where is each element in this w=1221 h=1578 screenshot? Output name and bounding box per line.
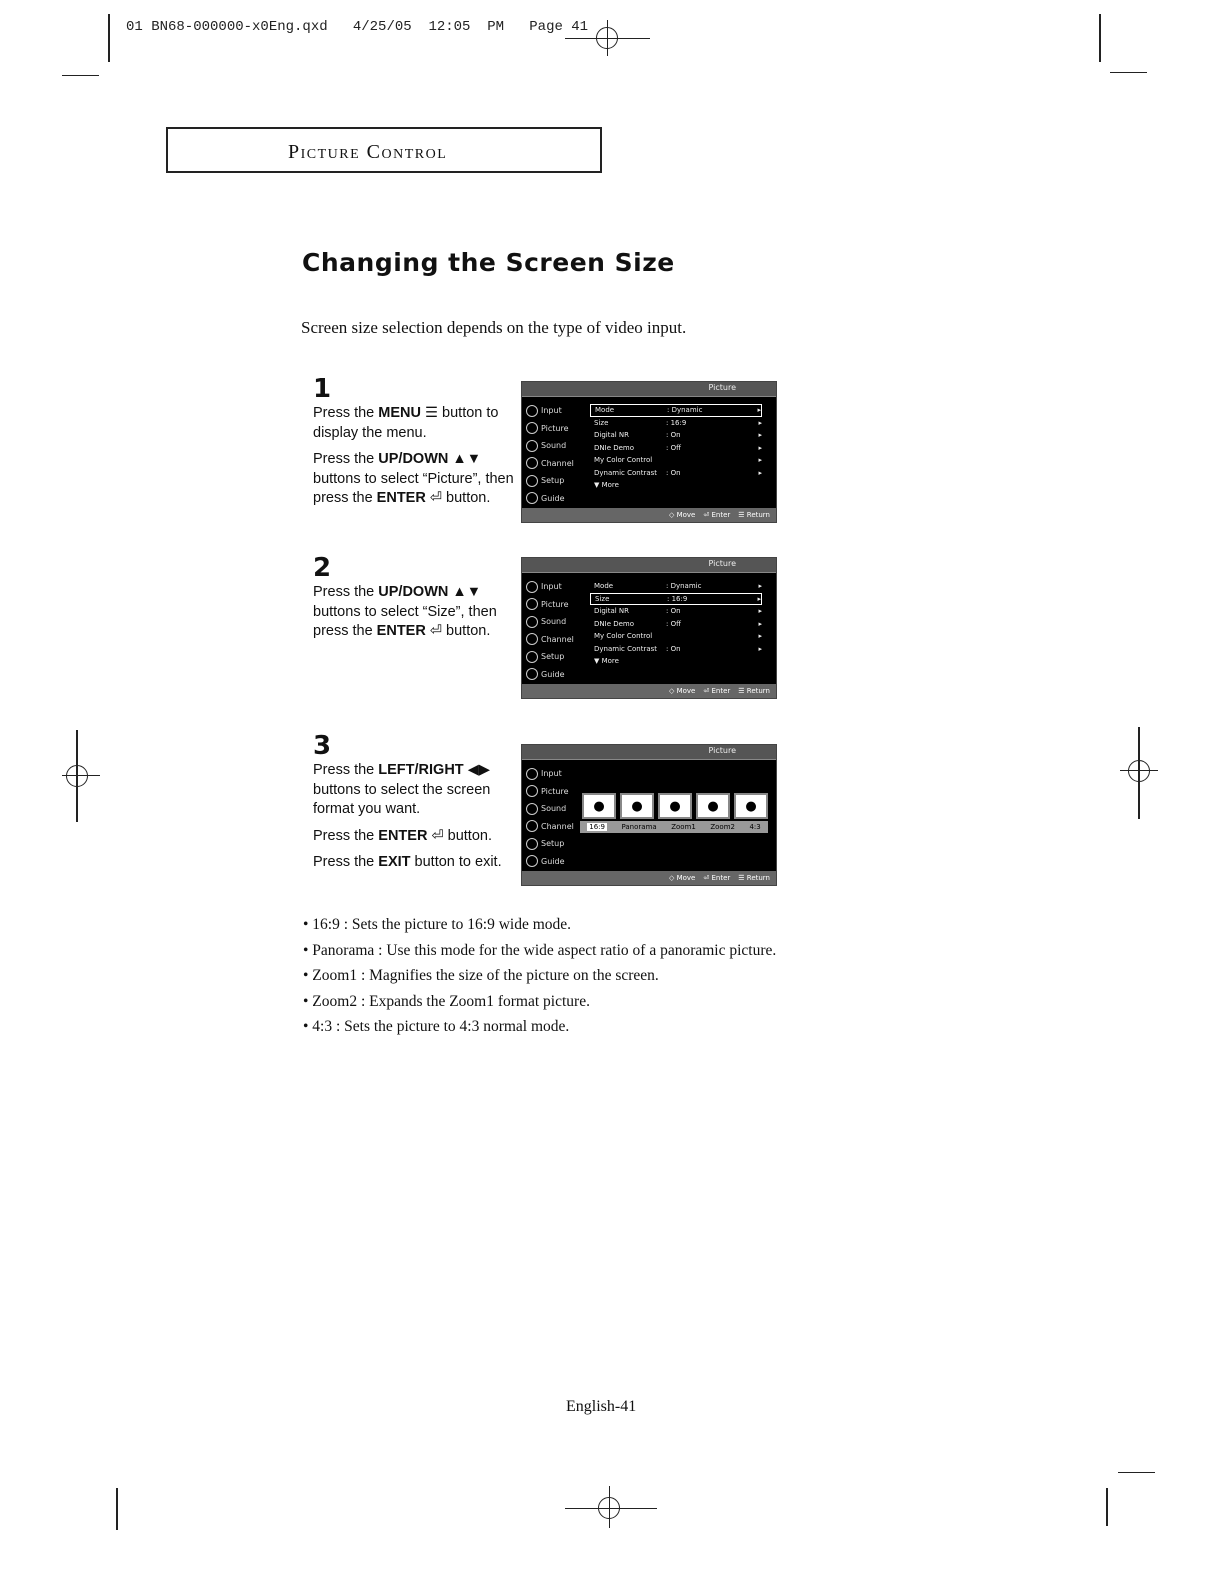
nav-icon [526, 457, 538, 469]
tv-row-arrow: ▸ [758, 619, 762, 628]
tv-menu-row [590, 454, 762, 467]
tv-row-label: Mode [595, 406, 615, 415]
tv-nav-item [526, 783, 586, 801]
instruction-paragraph [313, 583, 523, 642]
tv-nav-label: Sound [541, 617, 567, 627]
tv-row-label: ▼ More [594, 481, 619, 490]
key-name: ENTER [378, 827, 428, 844]
tv-nav-label: Input [541, 769, 562, 779]
tv-nav-list [526, 578, 586, 683]
tv-row-arrow: ▸ [758, 456, 762, 465]
tv-row-value: : On [666, 431, 681, 440]
tv-row-value: : Dynamic [666, 582, 702, 591]
tv-menu-row [590, 404, 762, 417]
tv-nav-label: Guide [541, 856, 565, 866]
nav-icon [526, 855, 538, 867]
tv-menu-row [590, 655, 762, 668]
crop-mark [108, 14, 110, 62]
tv-menu-row [590, 593, 762, 606]
key-name: UP/DOWN [378, 584, 449, 600]
nav-icon [526, 785, 538, 797]
section-header-box [166, 127, 602, 173]
list-item: • 4:3 : Sets the picture to 4:3 normal mode. [303, 1018, 570, 1035]
tv-nav-label: Setup [541, 476, 565, 486]
tv-menu-row [590, 442, 762, 455]
nav-icon [526, 768, 538, 780]
instruction-text: Press the [313, 584, 379, 600]
instruction-text: ⏎ button. [425, 490, 491, 506]
step-number: 3 [313, 731, 332, 761]
tv-nav-item [526, 402, 586, 420]
instruction-text: button to exit. [410, 854, 502, 870]
crop-mark [1106, 1488, 1108, 1526]
tv-nav-item [526, 455, 586, 473]
instruction-paragraph [313, 853, 523, 873]
tv-size-screenshot [521, 744, 777, 886]
registration-mark [66, 765, 88, 787]
nav-icon [526, 633, 538, 645]
tv-menu-screenshot [521, 557, 777, 699]
key-name: EXIT [378, 854, 411, 870]
section-label: Picture Control [288, 141, 448, 163]
list-item: • Zoom2 : Expands the Zoom1 format picture. [303, 992, 590, 1010]
tv-row-label: Mode [594, 582, 614, 591]
nav-icon [526, 492, 538, 504]
tv-menu-rows [590, 580, 762, 668]
tv-row-arrow: ▸ [758, 443, 762, 452]
nav-icon [526, 616, 538, 628]
tv-menu-row [590, 417, 762, 430]
instruction-text: ⏎ button. [427, 827, 492, 844]
instruction-text: Press the [313, 451, 379, 467]
tv-footer-hint: ◇ Move [668, 687, 696, 695]
tv-nav-list [526, 765, 586, 870]
tv-row-arrow: ▸ [757, 594, 761, 603]
nav-icon [526, 803, 538, 815]
tv-nav-item [526, 800, 586, 818]
crop-mark [1110, 72, 1147, 73]
instruction-text: Press the [313, 405, 379, 421]
list-item: • Zoom1 : Magnifies the size of the picture on the screen. [303, 967, 659, 984]
instruction-text: ▲▼ buttons to select “Size”, then press the [313, 584, 497, 639]
nav-icon [526, 440, 538, 452]
tv-footer [522, 684, 776, 698]
tv-footer-hint: ☰ Return [738, 874, 770, 882]
size-option-label: Zoom1 [671, 823, 696, 831]
tv-row-label: My Color Control [594, 456, 653, 465]
tv-nav-item [526, 420, 586, 438]
tv-title-bar [522, 745, 776, 760]
step-instructions [313, 404, 523, 516]
key-name: MENU [378, 405, 421, 421]
tv-row-value: : Dynamic [667, 406, 703, 415]
tv-row-label: Dynamic Contrast [594, 644, 658, 653]
intro-text: Screen size selection depends on the type of video input. [301, 318, 687, 337]
tv-row-value: : On [666, 644, 681, 653]
tv-menu-screenshot [521, 381, 777, 523]
tv-nav-label: Guide [541, 493, 565, 503]
tv-row-label: Size [594, 418, 609, 427]
tv-row-arrow: ▸ [758, 632, 762, 641]
step-number: 1 [313, 374, 332, 404]
tv-menu-row [590, 605, 762, 618]
tv-row-arrow: ▸ [758, 644, 762, 653]
tv-title: Picture [708, 383, 736, 392]
tv-footer-hint: ◇ Move [668, 874, 696, 882]
registration-mark [1128, 760, 1150, 782]
tv-title-bar [522, 558, 776, 573]
tv-nav-item [526, 437, 586, 455]
nav-icon [526, 598, 538, 610]
tv-menu-row [590, 479, 762, 492]
list-item: • Panorama : Use this mode for the wide aspect ratio of a panoramic picture. [303, 941, 777, 959]
crop-mark [609, 1486, 610, 1528]
tv-footer-hint: ◇ Move [668, 511, 696, 519]
tv-nav-label: Setup [541, 839, 565, 849]
tv-nav-item [526, 853, 586, 871]
tv-title: Picture [708, 559, 736, 568]
tv-row-label: ▼ More [594, 657, 619, 666]
nav-icon [526, 668, 538, 680]
step-instructions [313, 761, 523, 880]
tv-row-label: Size [595, 594, 610, 603]
size-option-thumbnail: ● [582, 793, 616, 819]
tv-nav-label: Guide [541, 669, 565, 679]
tv-row-label: DNIe Demo [594, 619, 635, 628]
crop-mark [116, 1488, 118, 1530]
tv-nav-item [526, 613, 586, 631]
crop-mark [62, 75, 99, 76]
tv-menu-row [590, 467, 762, 480]
tv-title: Picture [708, 746, 736, 755]
instruction-paragraph [313, 761, 523, 820]
print-header: 01 BN68-000000-x0Eng.qxd 4/25/05 12:05 PM Page 41 [126, 19, 589, 35]
tv-nav-item [526, 835, 586, 853]
tv-nav-label: Picture [541, 599, 569, 609]
tv-menu-row [590, 580, 762, 593]
nav-icon [526, 475, 538, 487]
instruction-text: Press the [313, 827, 379, 844]
tv-nav-label: Picture [541, 423, 569, 433]
tv-title-bar [522, 382, 776, 397]
instruction-text: ▲▼ buttons to select “Picture”, then press the [313, 451, 514, 506]
nav-icon [526, 581, 538, 593]
tv-nav-label: Sound [541, 441, 567, 451]
tv-nav-item [526, 578, 586, 596]
crop-mark [1099, 14, 1101, 62]
size-options-list [303, 912, 776, 1040]
tv-row-value: : Off [666, 619, 681, 628]
tv-nav-item [526, 490, 586, 508]
tv-footer [522, 508, 776, 522]
key-name: LEFT/RIGHT [378, 762, 464, 778]
tv-footer-hint: ⏎ Enter [703, 511, 731, 519]
tv-row-arrow: ▸ [758, 607, 762, 616]
tv-nav-label: Picture [541, 786, 569, 796]
tv-row-value: : On [666, 607, 681, 616]
tv-nav-label: Input [541, 406, 562, 416]
list-item: • 16:9 : Sets the picture to 16:9 wide mode. [303, 916, 572, 933]
size-option-labels [580, 821, 768, 833]
tv-row-arrow: ▸ [757, 406, 761, 415]
tv-row-value: : 16:9 [667, 594, 688, 603]
size-option-thumbnail: ● [620, 793, 654, 819]
size-option-label: 4:3 [749, 823, 761, 831]
tv-row-arrow: ▸ [758, 431, 762, 440]
screen-size-selector [580, 787, 768, 833]
instruction-paragraph [313, 450, 523, 509]
tv-row-arrow: ▸ [758, 582, 762, 591]
tv-row-arrow: ▸ [758, 468, 762, 477]
tv-row-label: Digital NR [594, 607, 630, 616]
tv-nav-item [526, 765, 586, 783]
tv-row-label: Digital NR [594, 431, 630, 440]
crop-mark [607, 20, 608, 56]
tv-nav-item [526, 818, 586, 836]
tv-row-value: : On [666, 468, 681, 477]
tv-menu-rows [590, 404, 762, 492]
instruction-text: ◀▶ buttons to select the screen format you want. [313, 762, 491, 817]
instruction-paragraph [313, 827, 523, 847]
tv-row-arrow: ▸ [758, 418, 762, 427]
nav-icon [526, 838, 538, 850]
tv-nav-item [526, 666, 586, 684]
tv-nav-item [526, 596, 586, 614]
tv-nav-item [526, 472, 586, 490]
nav-icon [526, 651, 538, 663]
tv-nav-label: Channel [541, 634, 574, 644]
crop-mark [1118, 1472, 1155, 1473]
tv-nav-item [526, 648, 586, 666]
instruction-text: ☰ button to display the menu. [313, 405, 499, 441]
tv-nav-item [526, 631, 586, 649]
tv-row-label: Dynamic Contrast [594, 468, 658, 477]
step-number: 2 [313, 553, 332, 583]
page-title: Changing the Screen Size [302, 248, 675, 277]
tv-row-value: : 16:9 [666, 418, 687, 427]
tv-nav-label: Channel [541, 458, 574, 468]
tv-nav-list [526, 402, 586, 507]
instruction-text: ⏎ button. [425, 623, 491, 639]
tv-footer-hint: ⏎ Enter [703, 874, 731, 882]
nav-icon [526, 820, 538, 832]
size-option-label: Zoom2 [710, 823, 735, 831]
tv-menu-row [590, 618, 762, 631]
tv-menu-row [590, 429, 762, 442]
tv-footer [522, 871, 776, 885]
size-option-label: Panorama [621, 823, 657, 831]
step-instructions [313, 583, 523, 649]
tv-footer-hint: ☰ Return [738, 511, 770, 519]
tv-nav-label: Sound [541, 804, 567, 814]
tv-nav-label: Setup [541, 652, 565, 662]
instruction-paragraph [313, 404, 523, 443]
tv-menu-row [590, 643, 762, 656]
page-number: English-41 [566, 1398, 637, 1415]
size-option-thumbnail: ● [658, 793, 692, 819]
size-option-label: 16:9 [589, 823, 605, 831]
size-option-thumbnail: ● [696, 793, 730, 819]
tv-nav-label: Channel [541, 821, 574, 831]
key-name: ENTER [376, 490, 426, 506]
tv-footer-hint: ⏎ Enter [703, 687, 731, 695]
tv-menu-row [590, 630, 762, 643]
tv-footer-hint: ☰ Return [738, 687, 770, 695]
instruction-text: Press the [313, 854, 379, 870]
key-name: ENTER [376, 623, 426, 639]
key-name: UP/DOWN [378, 451, 449, 467]
tv-nav-label: Input [541, 582, 562, 592]
instruction-text: Press the [313, 762, 379, 778]
size-option-thumbnail: ● [734, 793, 768, 819]
tv-row-label: My Color Control [594, 632, 653, 641]
tv-row-label: DNIe Demo [594, 443, 635, 452]
tv-row-value: : Off [666, 443, 681, 452]
nav-icon [526, 422, 538, 434]
nav-icon [526, 405, 538, 417]
